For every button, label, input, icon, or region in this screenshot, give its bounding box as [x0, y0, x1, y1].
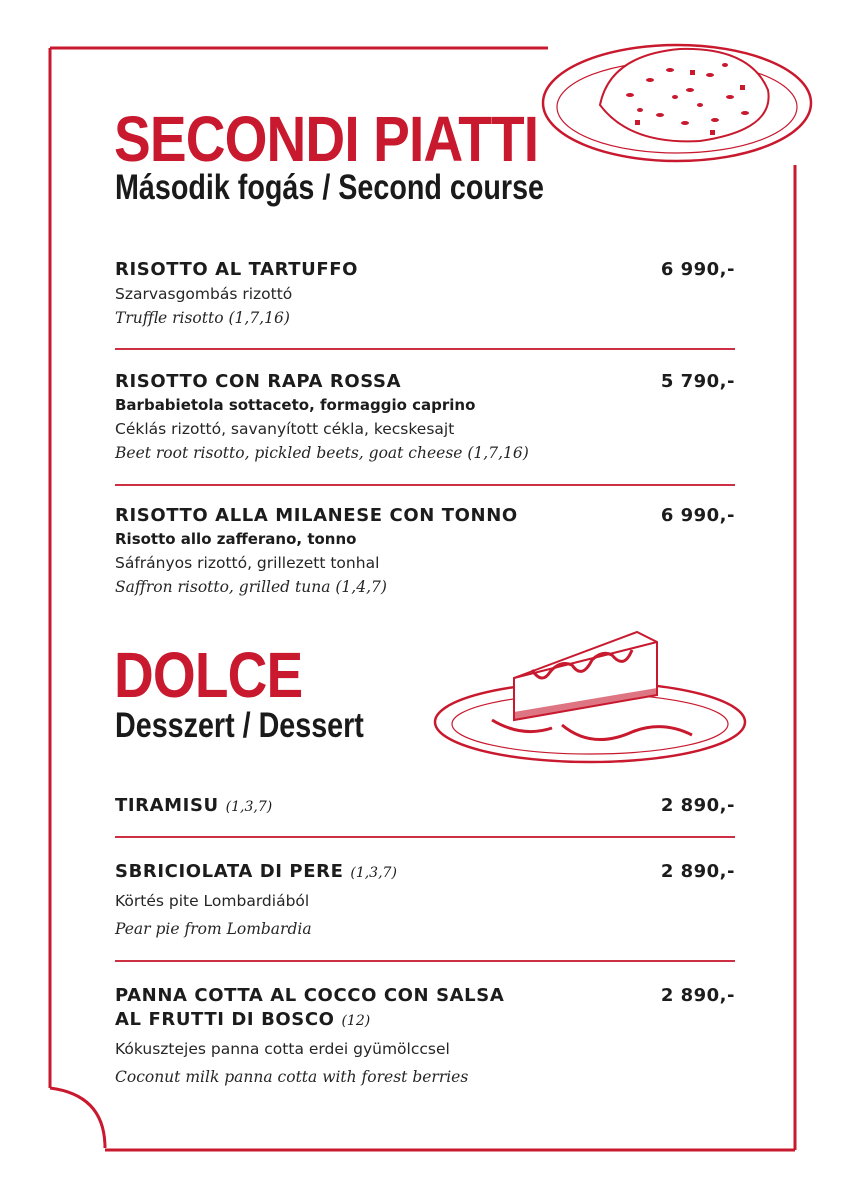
item-name-text: TIRAMISU [115, 795, 219, 816]
item-price: 6 990,- [660, 259, 735, 280]
item-name-text: SBRICIOLATA DI PERE [115, 861, 344, 882]
item-price: 2 890,- [660, 861, 735, 882]
menu-item-risotto-tartuffo [115, 258, 735, 330]
section-subtitle-dolce: Desszert / Dessert [115, 706, 364, 745]
allergen-codes: (12) [341, 1013, 371, 1029]
item-description-hu: Szarvasgombás rizottó [115, 285, 293, 303]
menu-item-risotto-rapa-rossa [115, 370, 735, 465]
item-description-it: Barbabietola sottaceto, formaggio caprino [115, 396, 476, 414]
menu-item-sbriciolata [115, 860, 735, 941]
item-description-en: Beet root risotto, pickled beets, goat cheese (1,7,16) [115, 444, 529, 462]
item-description-en: Truffle risotto (1,7,16) [115, 309, 290, 327]
item-description-it: Risotto allo zafferano, tonno [115, 530, 357, 548]
menu-item-tiramisu [115, 794, 735, 819]
item-name-text: AL FRUTTI DI BOSCO [115, 1009, 335, 1030]
item-name: RISOTTO AL TARTUFFO [115, 259, 359, 280]
menu-item-risotto-milanese [115, 504, 735, 599]
allergen-codes: (1,3,7) [350, 865, 397, 881]
item-description-hu: Körtés pite Lombardiából [115, 892, 310, 910]
divider [115, 484, 735, 486]
section-title-dolce: DOLCE [114, 639, 303, 711]
item-name-line2 [115, 1008, 735, 1033]
item-description-en: Coconut milk panna cotta with forest berries [115, 1068, 469, 1086]
item-price: 5 790,- [660, 371, 735, 392]
risotto-plate-illustration [540, 35, 815, 170]
divider [115, 836, 735, 838]
item-name: RISOTTO CON RAPA ROSSA [115, 371, 402, 392]
menu-item-panna-cotta [115, 984, 735, 1089]
item-price: 2 890,- [660, 985, 735, 1006]
cheesecake-slice-illustration [432, 620, 752, 768]
divider [115, 348, 735, 350]
item-name [115, 860, 735, 885]
item-description-hu: Céklás rizottó, savanyított cékla, kecskesajt [115, 420, 455, 438]
item-price: 6 990,- [660, 505, 735, 526]
item-description-en: Pear pie from Lombardia [115, 920, 312, 938]
item-description-hu: Kókusztejes panna cotta erdei gyümölccsel [115, 1040, 450, 1058]
item-name: RISOTTO ALLA MILANESE CON TONNO [115, 505, 518, 526]
section-title-secondi: SECONDI PIATTI [114, 103, 539, 175]
item-description-hu: Sáfrányos rizottó, grillezett tonhal [115, 554, 380, 572]
allergen-codes: (1,3,7) [225, 799, 273, 815]
divider [115, 960, 735, 962]
item-name [115, 794, 735, 819]
item-price: 2 890,- [660, 795, 735, 816]
section-subtitle-secondi: Második fogás / Second course [115, 168, 545, 207]
item-name: PANNA COTTA AL COCCO CON SALSA [115, 985, 505, 1006]
item-description-en: Saffron risotto, grilled tuna (1,4,7) [115, 578, 387, 596]
